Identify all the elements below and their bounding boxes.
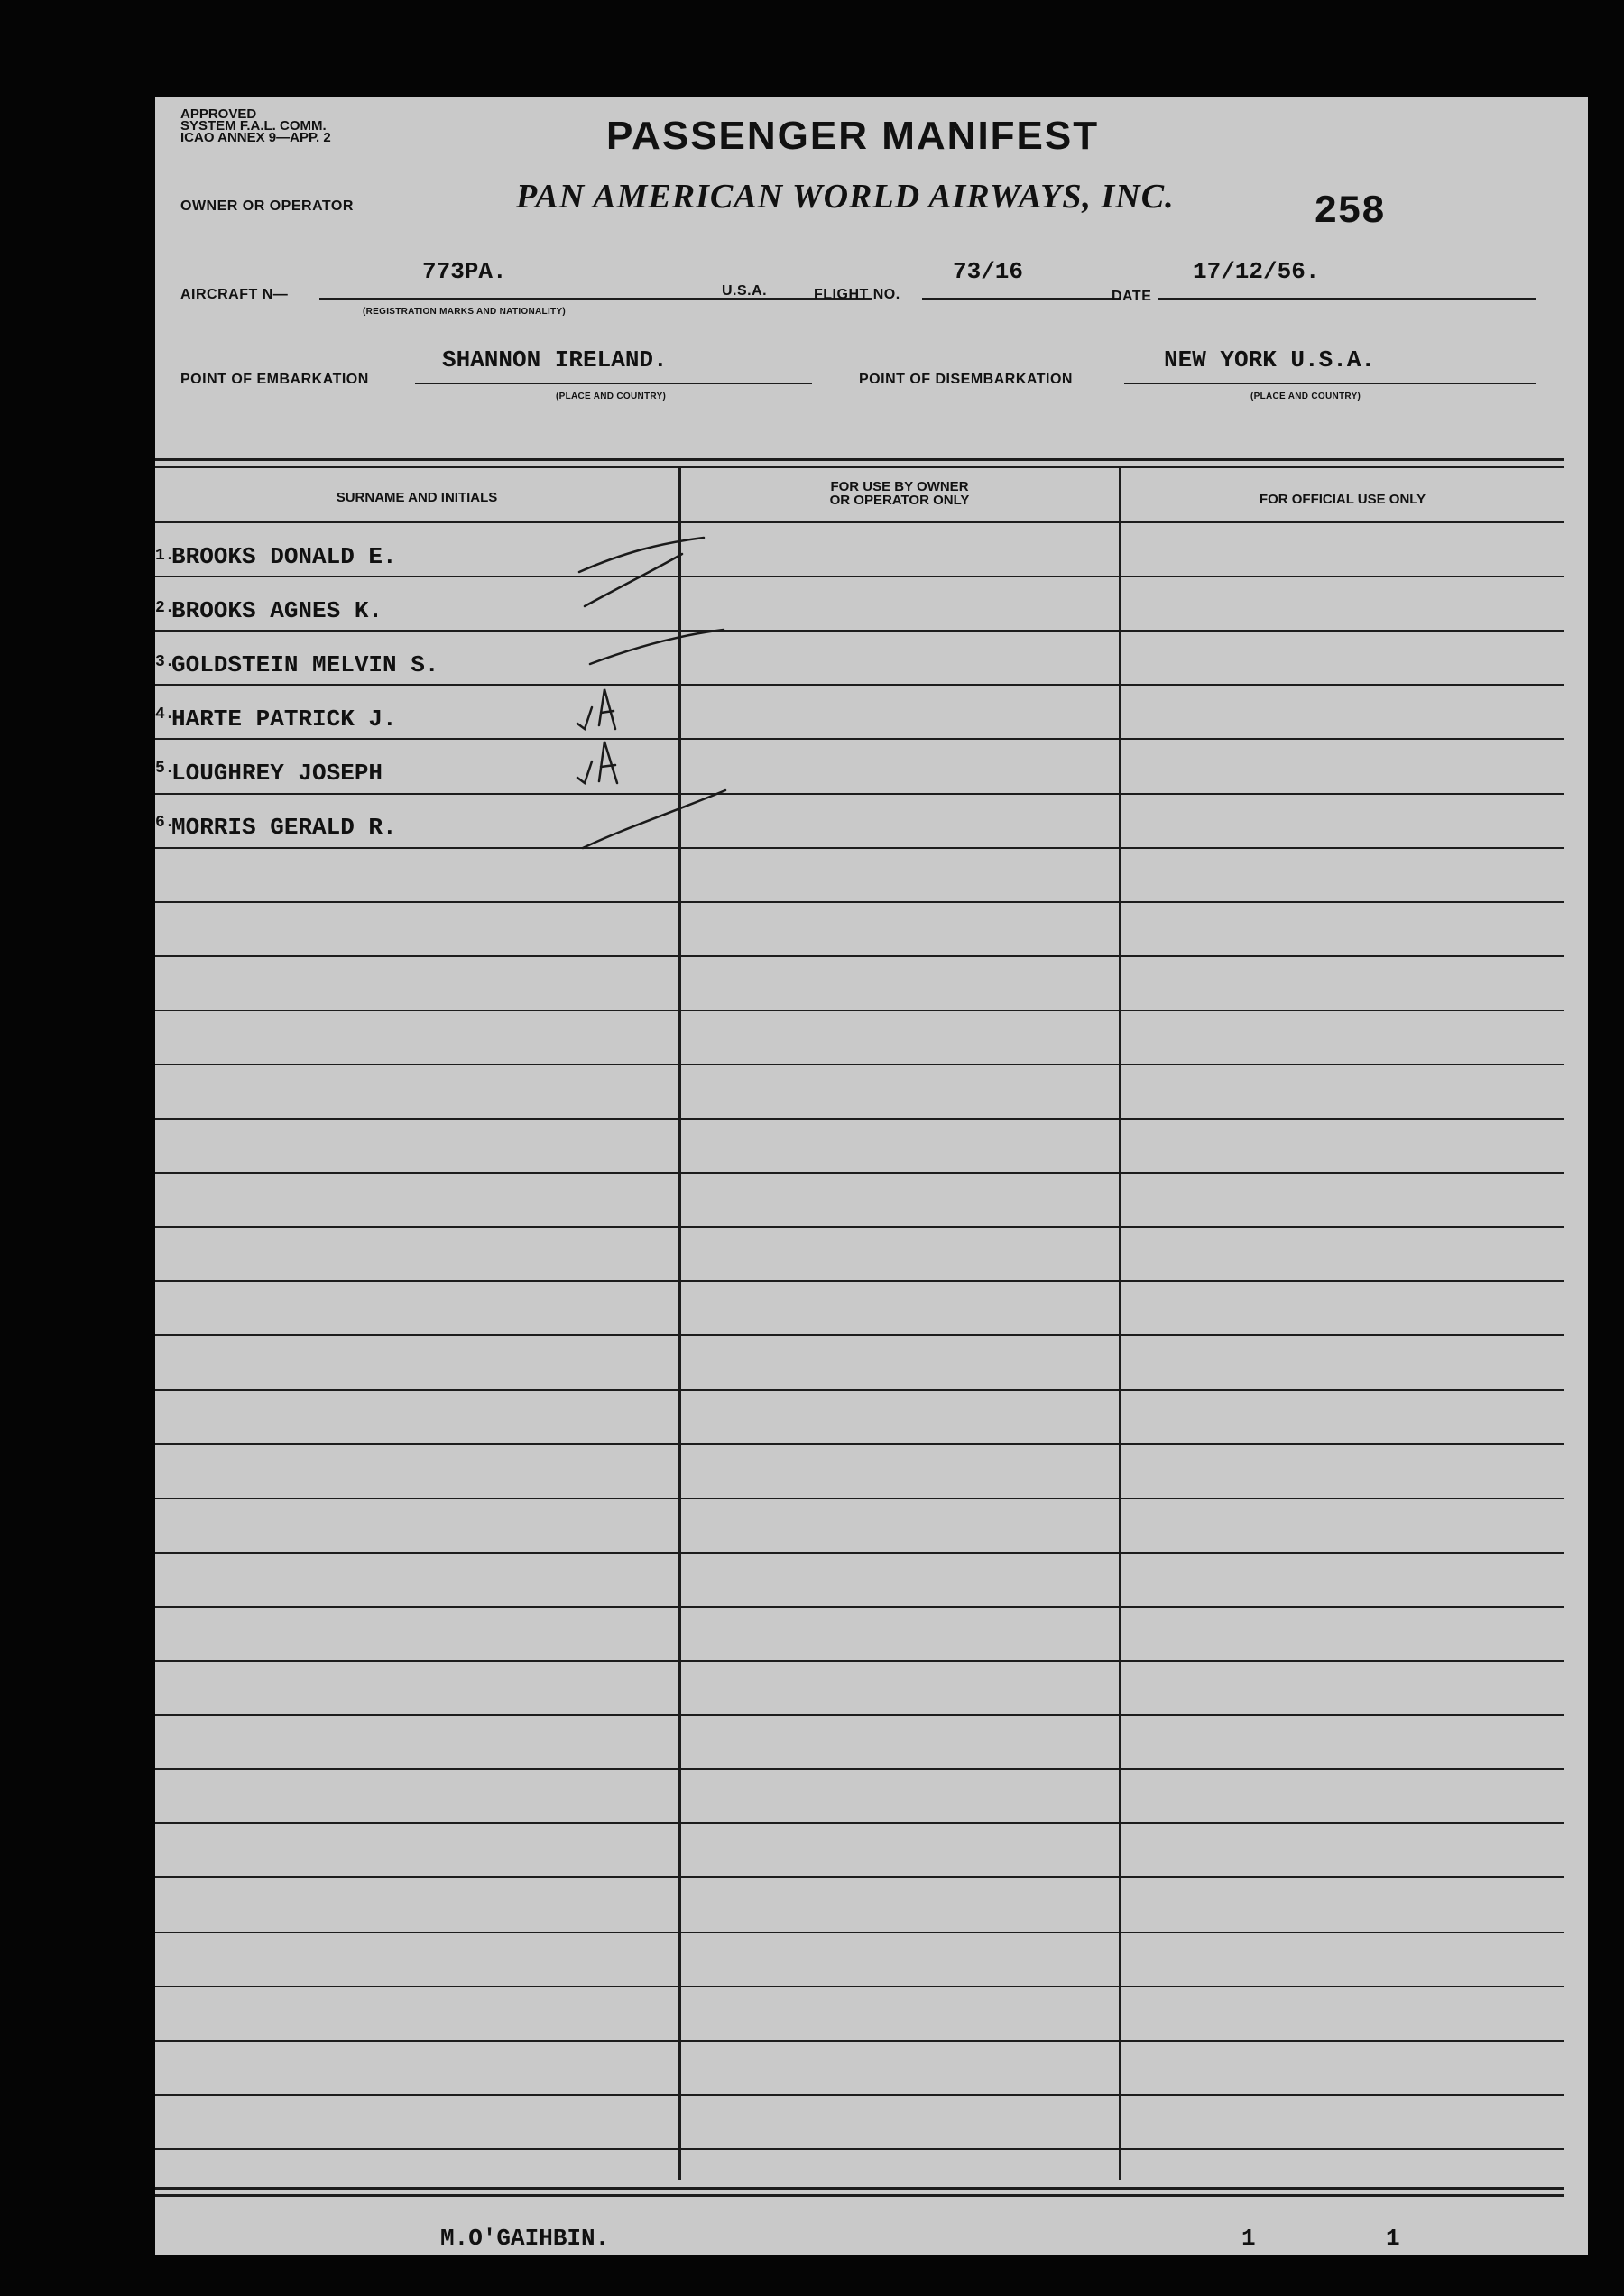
usa-label: U.S.A. — [722, 283, 768, 299]
table-row-rule — [155, 1226, 1564, 1228]
table-row-rule — [155, 2094, 1564, 2096]
table-row-rule — [155, 1334, 1564, 1336]
disembarkation-caption: (PLACE AND COUNTRY) — [1250, 392, 1361, 401]
table-row-rule — [155, 1660, 1564, 1662]
passenger-name: HARTE PATRICK J. — [171, 705, 397, 733]
passenger-number: 1. — [155, 547, 175, 565]
table-row-rule — [155, 1118, 1564, 1120]
aircraft-label: AIRCRAFT N— — [180, 287, 289, 302]
operator-name: PAN AMERICAN WORLD AIRWAYS, INC. — [516, 178, 1175, 216]
owner-label: OWNER OR OPERATOR — [180, 198, 354, 214]
table-row-rule — [155, 1768, 1564, 1770]
embarkation-value: SHANNON IRELAND. — [442, 346, 668, 373]
passenger-name: GOLDSTEIN MELVIN S. — [171, 651, 439, 678]
table-row-rule — [155, 847, 1564, 849]
table-row-rule — [155, 630, 1564, 632]
passenger-count: 1 — [1241, 2225, 1256, 2252]
passenger-number: 4. — [155, 705, 175, 724]
table-row-rule — [155, 793, 1564, 795]
table-row-rule — [155, 2148, 1564, 2150]
passenger-number: 5. — [155, 760, 175, 778]
table-row-rule — [155, 684, 1564, 686]
table-row-rule — [155, 1064, 1564, 1065]
table-row-rule — [155, 1172, 1564, 1174]
passenger-number: 2. — [155, 599, 175, 617]
passenger-number: 3. — [155, 653, 175, 671]
embarkation-label: POINT OF EMBARKATION — [180, 372, 369, 387]
table-row-rule — [155, 2040, 1564, 2042]
table-row-rule — [155, 738, 1564, 740]
table-row-rule — [155, 901, 1564, 903]
table-row-rule — [155, 1822, 1564, 1824]
aircraft-value: 773PA. — [422, 258, 507, 285]
page-number: 258 — [1314, 189, 1386, 235]
registration-caption: (REGISTRATION MARKS AND NATIONALITY) — [363, 307, 567, 317]
table-row-rule — [155, 1606, 1564, 1608]
flight-label: FLIGHT NO. — [814, 287, 900, 302]
prepared-by-name: M.O'GAIHBIN. — [440, 2225, 610, 2252]
form-title: PASSENGER MANIFEST — [606, 114, 1100, 158]
table-row-rule — [155, 1876, 1564, 1878]
table-row-rule — [155, 1986, 1564, 1987]
manifest-sheet — [155, 97, 1588, 2255]
column-header-official-use: FOR OFFICIAL USE ONLY — [1259, 492, 1426, 507]
passenger-name: MORRIS GERALD R. — [171, 814, 397, 841]
table-row-rule — [155, 1932, 1564, 1933]
table-row-rule — [155, 576, 1564, 577]
table-row-rule — [155, 1389, 1564, 1391]
passenger-name: BROOKS DONALD E. — [171, 543, 397, 570]
disembarkation-value: NEW YORK U.S.A. — [1164, 346, 1376, 373]
column-header-surname: SURNAME AND INITIALS — [336, 490, 498, 505]
disembarkation-label: POINT OF DISEMBARKATION — [859, 372, 1073, 387]
date-value: 17/12/56. — [1193, 258, 1320, 285]
approval-notice: APPROVED SYSTEM F.A.L. COMM. ICAO ANNEX 9—APP. 2 — [180, 106, 331, 145]
table-row-rule — [155, 1498, 1564, 1499]
table-row-rule — [155, 955, 1564, 957]
table-row-rule — [155, 1443, 1564, 1445]
passenger-name: BROOKS AGNES K. — [171, 597, 383, 624]
table-row-rule — [155, 1280, 1564, 1282]
table-row-rule — [155, 1552, 1564, 1554]
column-header-owner-use: FOR USE BY OWNER OR OPERATOR ONLY — [829, 479, 970, 508]
table-row-rule — [155, 1010, 1564, 1011]
table-row-rule — [155, 1714, 1564, 1716]
table-row-rule — [155, 521, 1564, 523]
page-count: 1 — [1386, 2225, 1400, 2252]
passenger-number: 6. — [155, 814, 175, 832]
passenger-name: LOUGHREY JOSEPH — [171, 760, 383, 787]
embarkation-caption: (PLACE AND COUNTRY) — [556, 392, 667, 401]
flight-value: 73/16 — [953, 258, 1024, 285]
date-label: DATE — [1112, 289, 1152, 304]
